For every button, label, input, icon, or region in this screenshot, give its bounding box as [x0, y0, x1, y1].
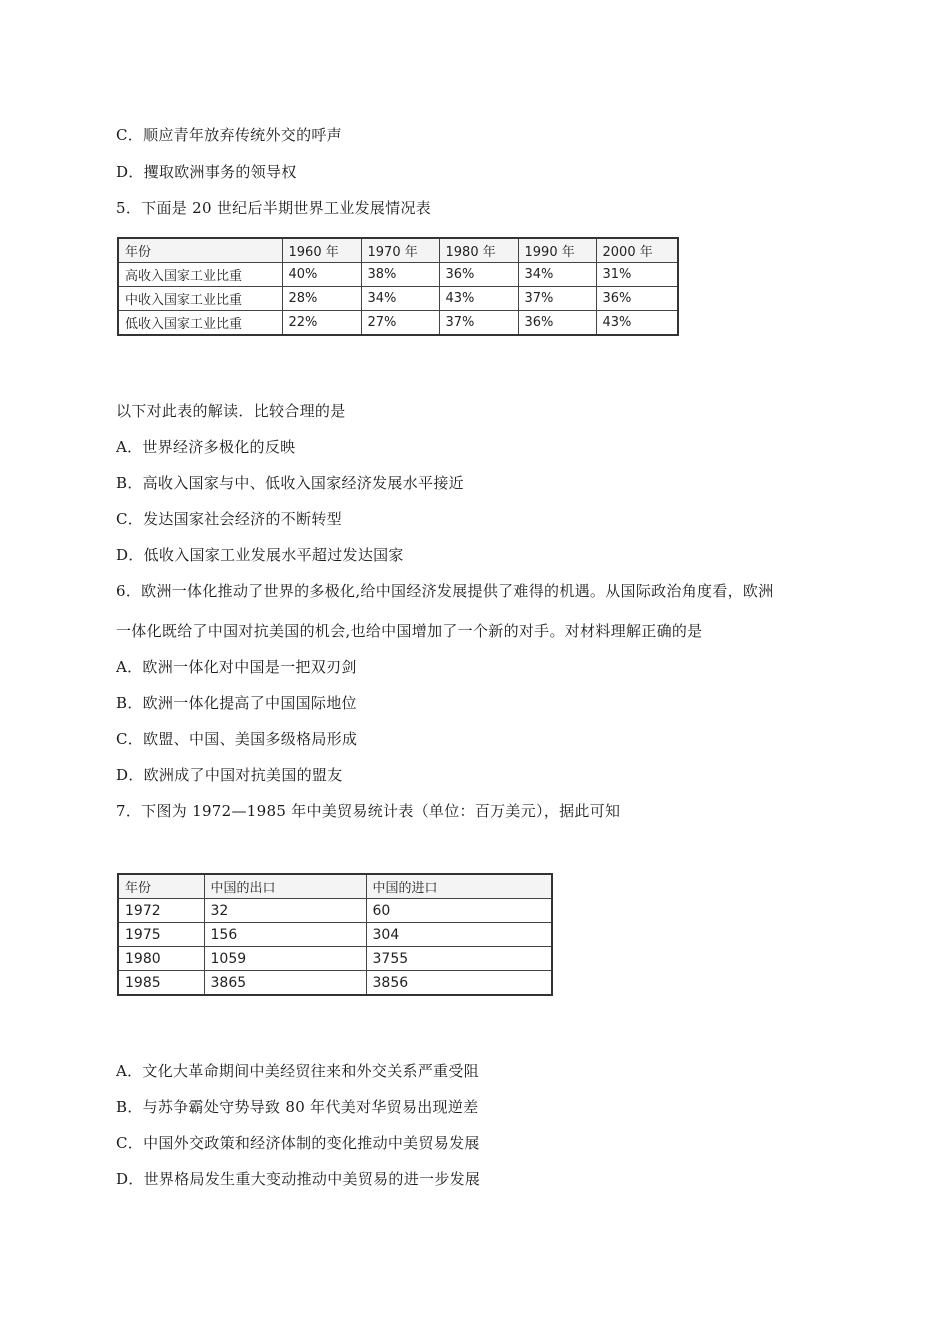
option-7a: A．文化大革命期间中美经贸往来和外交关系严重受阻	[116, 1062, 480, 1080]
table-cell: 3856	[366, 971, 552, 996]
question-5-stem: 以下对此表的解读．比较合理的是	[116, 402, 346, 420]
table-cell: 3865	[204, 971, 366, 996]
table-row	[118, 923, 552, 947]
table-cell: 32	[204, 899, 366, 923]
table-cell: 304	[366, 923, 552, 947]
table-header-row	[118, 238, 678, 263]
table-row	[118, 947, 552, 971]
option-5c: C．发达国家社会经济的不断转型	[116, 510, 342, 528]
option-6c: C．欧盟、中国、美国多级格局形成	[116, 730, 358, 748]
option-5d: D．低收入国家工业发展水平超过发达国家	[116, 546, 404, 564]
table-cell: 1985	[118, 971, 204, 996]
table-cell: 1059	[204, 947, 366, 971]
table-header-cell: 1980 年	[439, 238, 518, 263]
option-7b: B．与苏争霸处守势导致 80 年代美对华贸易出现逆差	[116, 1098, 479, 1116]
table-cell: 38%	[361, 263, 439, 287]
question-7: 7．下图为 1972—1985 年中美贸易统计表（单位：百万美元），据此可知	[116, 802, 621, 820]
option-6d: D．欧洲成了中国对抗美国的盟友	[116, 766, 343, 784]
table-header-cell: 中国的出口	[204, 874, 366, 899]
table-cell: 43%	[596, 311, 678, 336]
table-header-cell: 年份	[118, 874, 204, 899]
table-cell: 37%	[439, 311, 518, 336]
table-header-cell: 1970 年	[361, 238, 439, 263]
table-cell: 高收入国家工业比重	[118, 263, 282, 287]
question-5: 5．下面是 20 世纪后半期世界工业发展情况表	[116, 199, 432, 217]
option-5b: B．高收入国家与中、低收入国家经济发展水平接近	[116, 474, 464, 492]
table-cell: 37%	[518, 287, 596, 311]
option-6b: B．欧洲一体化提高了中国国际地位	[116, 694, 357, 712]
question-6-line-2: 一体化既给了中国对抗美国的机会,也给中国增加了一个新的对手。对材料理解正确的是	[116, 622, 703, 640]
table-cell: 36%	[518, 311, 596, 336]
option-4c: C．顺应青年放弃传统外交的呼声	[116, 126, 342, 144]
table-cell: 1975	[118, 923, 204, 947]
table-row	[118, 287, 678, 311]
table-header-cell: 2000 年	[596, 238, 678, 263]
trade-table	[117, 873, 553, 996]
table-cell: 60	[366, 899, 552, 923]
table-row	[118, 263, 678, 287]
question-6-line-1: 6．欧洲一体化推动了世界的多极化,给中国经济发展提供了难得的机遇。从国际政治角度看，欧洲	[116, 582, 774, 600]
table-cell: 低收入国家工业比重	[118, 311, 282, 336]
table-header-cell: 1960 年	[282, 238, 361, 263]
table-row	[118, 899, 552, 923]
table-cell: 1980	[118, 947, 204, 971]
table-cell: 22%	[282, 311, 361, 336]
table-header-cell: 1990 年	[518, 238, 596, 263]
table-cell: 27%	[361, 311, 439, 336]
table-cell: 43%	[439, 287, 518, 311]
table-cell: 34%	[518, 263, 596, 287]
table-cell: 1972	[118, 899, 204, 923]
table-cell: 36%	[439, 263, 518, 287]
option-6a: A．欧洲一体化对中国是一把双刃剑	[116, 658, 357, 676]
option-7c: C．中国外交政策和经济体制的变化推动中美贸易发展	[116, 1134, 480, 1152]
option-4d: D．攫取欧洲事务的领导权	[116, 163, 297, 181]
table-cell: 28%	[282, 287, 361, 311]
table-header-cell: 年份	[118, 238, 282, 263]
table-row	[118, 971, 552, 996]
table-cell: 31%	[596, 263, 678, 287]
option-7d: D．世界格局发生重大变动推动中美贸易的进一步发展	[116, 1170, 481, 1188]
option-5a: A．世界经济多极化的反映	[116, 438, 296, 456]
table-row	[118, 311, 678, 336]
table-header-row	[118, 874, 552, 899]
table-cell: 40%	[282, 263, 361, 287]
table-cell: 156	[204, 923, 366, 947]
table-cell: 3755	[366, 947, 552, 971]
table-cell: 中收入国家工业比重	[118, 287, 282, 311]
industry-share-table	[117, 237, 679, 336]
table-cell: 34%	[361, 287, 439, 311]
table-cell: 36%	[596, 287, 678, 311]
table-header-cell: 中国的进口	[366, 874, 552, 899]
